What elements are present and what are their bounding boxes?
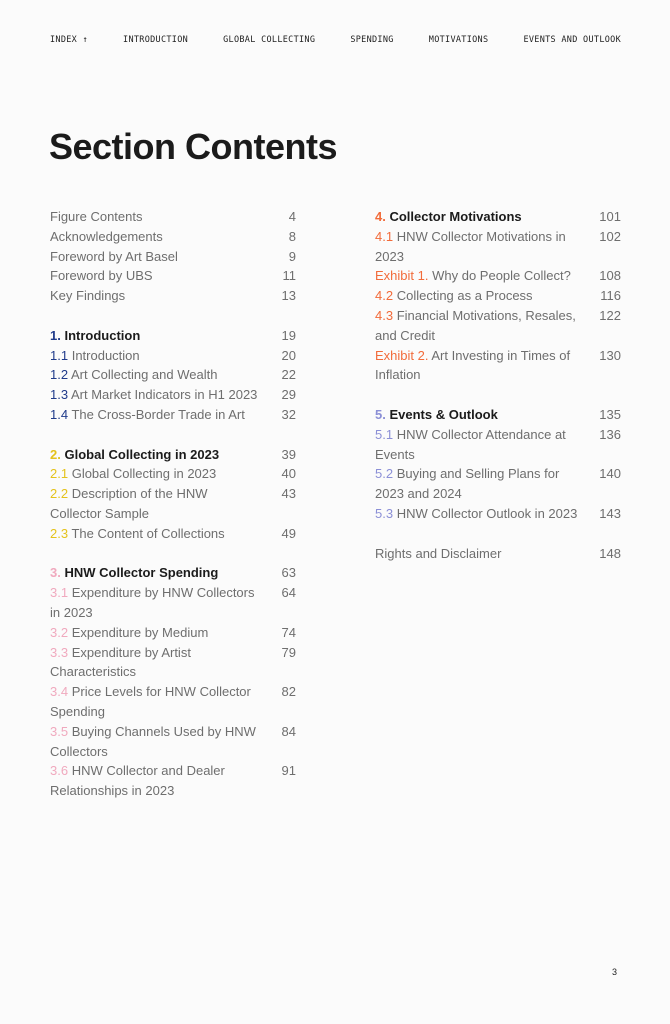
toc-entry-title [50,623,262,643]
toc-page-number: 40 [281,466,296,482]
toc-entry-text: Expenditure by Medium [71,624,209,640]
toc-entry-text: Collector Motivations [389,209,522,224]
nav-motivations-link[interactable]: MOTIVATIONS [428,35,489,45]
toc-entry-title [50,365,262,385]
toc-page-number: 11 [282,268,296,284]
toc-entry-number: 1. [50,327,61,343]
toc-page-number: 82 [281,684,296,700]
toc-entry-title [50,385,262,405]
toc-entry-title [375,544,587,564]
toc-entry-title [375,346,587,386]
toc-entry-title [50,207,262,227]
toc-page-number: 39 [281,446,296,462]
nav-events-outlook-link[interactable]: EVENTS AND OUTLOOK [523,35,621,45]
toc-page-number: 79 [281,644,296,660]
toc-entry-title [375,227,587,267]
toc-entry-text: HNW Collector Outlook in 2023 [396,505,578,521]
toc-entry[interactable] [50,385,296,405]
toc-page-number: 22 [281,367,296,383]
toc-entry-number: 4. [375,209,386,224]
nav-index-link[interactable]: INDEX ↑ [50,35,88,45]
toc-page-number: 122 [599,307,621,323]
toc-entry-number: 1.4 [50,406,69,422]
toc-entry[interactable] [50,286,296,306]
toc-entry[interactable] [50,247,296,267]
toc-page-number: 101 [599,209,621,224]
toc-entry[interactable] [50,346,296,366]
toc-section-heading[interactable] [375,405,621,425]
toc-entry[interactable] [50,227,296,247]
toc-entry-number: 5.1 [375,426,394,442]
toc-page-number: 130 [599,347,621,363]
toc-entry-number: 3.2 [50,624,69,640]
toc-entry-number: 1.3 [50,387,69,403]
toc-entry-title [50,722,262,762]
toc-section-heading[interactable] [50,445,296,465]
toc-entry-text: Collecting as a Process [396,288,533,304]
toc-entry-title [50,346,262,366]
toc-entry-number: 1.1 [50,347,69,363]
toc-entry[interactable] [50,365,296,385]
page-title: Section Contents [49,126,338,167]
toc-entry-number: Exhibit 1. [375,268,429,284]
toc-entry-number: 3.6 [50,763,69,779]
toc-entry-number: 5.3 [375,505,394,521]
toc-entry[interactable] [375,306,621,346]
toc-entry[interactable] [375,464,621,504]
toc-entry-text: Events & Outlook [389,406,498,422]
toc-entry-number: 3.4 [50,684,69,700]
toc-page-number: 108 [599,268,621,284]
toc-entry-number: 4.3 [375,307,394,323]
toc-entry[interactable] [50,464,296,484]
toc-section-heading[interactable] [50,563,296,583]
toc-page-number: 9 [288,248,296,264]
toc-page-number: 20 [281,347,296,363]
toc-page-number: 74 [281,624,296,640]
toc-entry-text: The Cross-Border Trade in Art [71,406,245,422]
toc-left-column [50,207,296,801]
toc-entry[interactable] [50,405,296,425]
toc-page-number: 64 [281,585,296,601]
toc-entry-text: HNW Collector Attendance at Events [375,426,566,462]
toc-entry-title [50,563,262,583]
toc-entry-number: 3.5 [50,723,69,739]
toc-entry-text: Acknowledgements [50,228,163,244]
toc-entry-text: Expenditure by HNW Collectors in 2023 [50,585,255,620]
page-number: 3 [612,967,618,977]
toc-entry-text: Art Collecting and Wealth [70,367,218,383]
toc-page-number: 140 [599,466,621,482]
toc-entry[interactable] [50,524,296,544]
toc-page-number: 136 [599,426,621,442]
toc-entry-text: Foreword by Art Basel [50,248,178,264]
toc-page-number: 143 [599,505,621,521]
toc-entry-text: HNW Collector Motivations in 2023 [375,228,566,264]
toc-entry-title [375,286,587,306]
toc-entry-title [50,227,262,247]
toc-entry-text: Price Levels for HNW Collector Spending [50,684,251,719]
toc-entry[interactable] [375,266,621,286]
toc-entry-text: Why do People Collect? [432,268,571,284]
toc-page-number: 84 [281,723,296,739]
nav-global-collecting-link[interactable]: GLOBAL COLLECTING [223,35,316,45]
toc-page-number: 148 [599,545,621,561]
toc-entry[interactable] [375,227,621,267]
toc-entry-number: 3.1 [50,585,69,601]
toc-page-number: 102 [599,228,621,244]
toc-entry[interactable] [375,504,621,524]
toc-entry-text: Rights and Disclaimer [375,545,502,561]
toc-spacer [50,425,296,445]
toc-entry-number: 2.1 [50,466,69,482]
toc-section-heading[interactable] [375,207,621,227]
toc-entry-number: Exhibit 2. [375,347,429,363]
toc-entry-title [50,286,262,306]
toc-page-number: 116 [600,288,621,304]
toc-entry-title [375,266,587,286]
toc-entry-title [50,405,262,425]
toc-entry-title [50,643,262,683]
toc-entry-number: 4.1 [375,228,394,244]
toc-entry-title [375,425,587,465]
toc-page-number: 29 [281,387,296,403]
toc-entry[interactable] [50,682,296,722]
toc-entry-number: 3. [50,565,61,581]
toc-entry[interactable] [375,425,621,465]
toc-entry-title [50,464,262,484]
toc-entry-title [375,464,587,504]
toc-entry[interactable] [375,346,621,386]
toc-entry-number: 2.3 [50,525,69,541]
toc-entry-text: Financial Motivations, Resales, and Credit [375,307,576,343]
toc-entry-text: HNW Collector Spending [64,565,219,581]
toc-entry-number: 4.2 [375,288,394,304]
nav-spending-link[interactable]: SPENDING [350,35,394,45]
toc-entry-title [375,504,587,524]
toc-entry-number: 5.2 [375,466,394,482]
toc-entry-text: Introduction [64,327,141,343]
toc-entry-title [50,445,262,465]
toc-entry-text: Global Collecting in 2023 [71,466,217,482]
toc-entry[interactable] [50,722,296,762]
toc-entry-title [375,306,587,346]
toc-page-number: 63 [281,565,296,581]
toc-entry-title [50,326,262,346]
toc-entry[interactable] [375,544,621,564]
toc-page-number: 91 [281,763,296,779]
toc-entry-title [50,524,262,544]
toc-spacer [50,544,296,564]
toc-entry-number: 2. [50,446,61,462]
toc-page-number: 135 [599,406,621,422]
toc-entry[interactable] [50,761,296,801]
toc-entry[interactable] [375,286,621,306]
toc-entry-title [50,484,262,524]
toc-entry-title [375,405,587,425]
toc-spacer [375,524,621,544]
toc-page-number: 4 [288,209,296,224]
toc-page-number: 19 [281,327,296,343]
toc-entry-text: Art Investing in Times of Inflation [375,347,571,383]
toc-entry[interactable] [50,207,296,227]
toc-entry-text: Introduction [71,347,140,363]
toc-entry-text: Foreword by UBS [50,268,153,284]
toc-entry-text: Description of the HNW Collector Sample [50,486,208,521]
toc-page-number: 8 [288,228,296,244]
toc-entry[interactable] [50,623,296,643]
toc-spacer [375,385,621,405]
toc-entry[interactable] [50,266,296,286]
toc-page-number: 13 [281,288,296,304]
toc-entry-title [375,207,587,227]
toc-entry-text: Buying Channels Used by HNW Collectors [50,723,256,759]
toc-entry-number: 5. [375,406,386,422]
toc-entry[interactable] [50,583,296,623]
toc-entry-title [50,761,262,801]
toc-section-heading[interactable] [50,326,296,346]
toc-entry-text: HNW Collector and Dealer Relationships in 2023 [50,763,225,799]
toc-entry[interactable] [50,484,296,524]
toc-entry-text: Key Findings [50,288,126,304]
toc-entry-text: Art Market Indicators in H1 2023 [70,387,258,403]
toc-entry-title [50,266,262,286]
toc-entry-title [50,247,262,267]
nav-introduction-link[interactable]: INTRODUCTION [123,35,189,45]
toc-entry-text: Figure Contents [50,209,143,224]
toc-entry-text: Expenditure by Artist Characteristics [50,644,191,680]
toc-page-number: 32 [281,406,296,422]
toc-entry-text: Global Collecting in 2023 [64,446,220,462]
toc-page-number: 43 [281,486,296,502]
toc-entry-text: Buying and Selling Plans for 2023 and 2024 [375,466,560,502]
toc-page-number: 49 [281,525,296,541]
toc-entry-number: 3.3 [50,644,69,660]
toc-entry-number: 2.2 [50,486,69,502]
toc-spacer [50,306,296,326]
top-navigation [50,35,621,45]
toc-entry-title [50,682,262,722]
toc-entry[interactable] [50,643,296,683]
toc-entry-text: The Content of Collections [71,525,225,541]
toc-entry-title [50,583,262,623]
toc-entry-number: 1.2 [50,367,69,383]
toc-right-column [375,207,621,563]
